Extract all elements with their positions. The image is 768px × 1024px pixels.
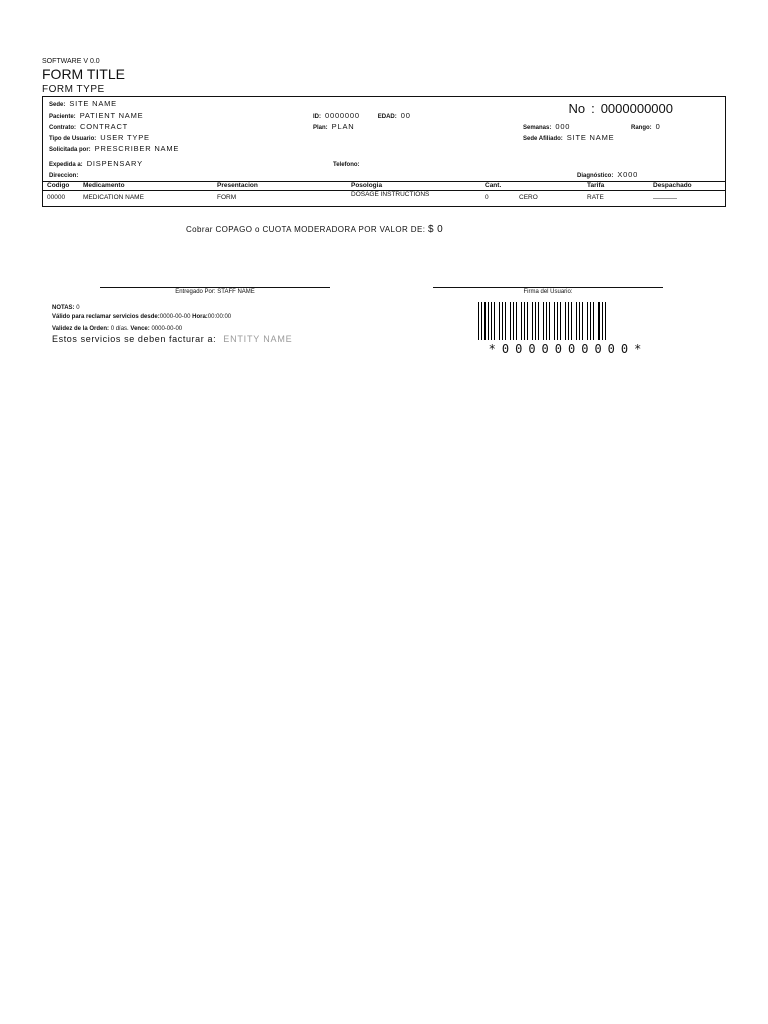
barcode-bar xyxy=(546,302,547,340)
user-type-value: USER TYPE xyxy=(100,133,150,142)
col-code: Codigo xyxy=(47,182,70,189)
items-header xyxy=(43,182,725,191)
barcode-bar xyxy=(481,302,482,340)
plan-value: PLAN xyxy=(331,122,355,131)
weeks-label: Semanas: xyxy=(523,125,552,131)
col-rate: Tarifa xyxy=(587,182,605,189)
plan-label: Plan: xyxy=(313,125,328,131)
barcode-bar xyxy=(598,302,600,340)
id-value: 0000000 xyxy=(325,111,360,120)
barcode-bar xyxy=(571,302,572,340)
barcode-bar xyxy=(502,302,503,340)
barcode-bar xyxy=(484,302,486,340)
order-number-separator: : xyxy=(591,101,595,116)
header-box xyxy=(42,96,726,182)
weeks-field xyxy=(523,122,570,131)
barcode-bar xyxy=(527,302,528,340)
barcode-bar xyxy=(549,302,550,340)
billing-label: Estos servicios se deben facturar a: xyxy=(52,334,217,344)
expires-label: Vence: xyxy=(130,326,150,332)
notes-block xyxy=(52,304,231,334)
expires-value: 0000-00-00 xyxy=(151,326,183,332)
software-version: SOFTWARE V 0.0 xyxy=(42,58,100,65)
user-type-field xyxy=(49,133,150,142)
order-barcode xyxy=(478,302,658,356)
order-number-label: No xyxy=(568,101,586,116)
document-title: FORM TITLE xyxy=(42,66,125,82)
validity-field xyxy=(52,325,231,334)
barcode-bar xyxy=(590,302,591,340)
diagnosis-field xyxy=(577,170,638,179)
range-value: 0 xyxy=(655,122,661,131)
address-field xyxy=(49,170,82,179)
barcode-bar xyxy=(516,302,517,340)
contract-value: CONTRACT xyxy=(80,122,129,131)
barcode-bar xyxy=(579,302,580,340)
item-rate: RATE xyxy=(587,194,604,201)
barcode-bar xyxy=(510,302,511,340)
item-presentation: FORM xyxy=(217,194,237,201)
delivered-by-value: STAFF NAME xyxy=(217,289,255,295)
item-dispensed xyxy=(653,194,677,201)
copay-line xyxy=(186,224,443,235)
dispensed-blank-line xyxy=(653,198,677,199)
notes-field xyxy=(52,304,231,313)
time-label: Hora: xyxy=(192,313,208,320)
weeks-value: 000 xyxy=(555,122,571,131)
barcode-bar xyxy=(560,302,561,340)
col-medication: Medicamento xyxy=(83,182,125,189)
barcode-bar xyxy=(582,302,583,340)
id-label: ID: xyxy=(313,114,321,120)
barcode-bar xyxy=(538,302,539,340)
barcode-bar xyxy=(593,302,594,340)
billing-entity: ENTITY NAME xyxy=(223,334,293,344)
barcode-bar xyxy=(576,302,577,340)
valid-from-label: Válido para reclamar servicios desde: xyxy=(52,313,160,320)
phone-label: Telefono: xyxy=(333,162,360,168)
item-qty-words: CERO xyxy=(519,194,538,201)
item-dosage: DOSAGE INSTRUCTIONS xyxy=(351,191,430,198)
delivered-by-label: Entregado Por: xyxy=(175,289,216,295)
barcode-bar xyxy=(602,302,603,340)
barcode-bar xyxy=(587,302,588,340)
notes-label: NOTAS: xyxy=(52,305,75,311)
id-age-field xyxy=(313,111,411,120)
phone-field xyxy=(333,159,364,168)
requested-by-label: Solicitada por: xyxy=(49,147,91,153)
valid-from-field xyxy=(52,313,231,322)
barcode-bar xyxy=(513,302,514,340)
barcode-bar xyxy=(557,302,558,340)
user-signature-label: Firma del Usuario: xyxy=(523,289,573,295)
validity-label: Validez de la Orden: xyxy=(52,326,110,332)
notes-value: 0 xyxy=(76,305,80,311)
site-label: Sede: xyxy=(49,102,66,108)
barcode-bar xyxy=(605,302,606,340)
document-subtitle: FORM TYPE xyxy=(42,84,105,95)
issued-at-field xyxy=(49,159,143,168)
address-label: Direccion: xyxy=(49,173,79,179)
patient-field xyxy=(49,111,143,120)
requested-by-value: PRESCRIBER NAME xyxy=(94,144,180,153)
order-number xyxy=(568,101,673,116)
col-qty: Cant. xyxy=(485,182,502,189)
order-number-value: 0000000000 xyxy=(600,101,673,116)
barcode-bar xyxy=(499,302,500,340)
copay-amount: $ 0 xyxy=(427,224,444,235)
range-field xyxy=(631,122,661,131)
time-value: 00:00:00 xyxy=(207,313,232,320)
user-type-label: Tipo de Usuario: xyxy=(49,136,97,142)
barcode-bar xyxy=(505,302,506,340)
barcode-bars xyxy=(478,302,658,340)
barcode-text: *0000000000* xyxy=(488,342,648,356)
range-label: Rango: xyxy=(631,125,652,131)
barcode-bar xyxy=(494,302,495,340)
affiliate-site-value: SITE NAME xyxy=(566,133,615,142)
issued-at-label: Expedida a: xyxy=(49,162,83,168)
days-label: días. xyxy=(115,326,129,332)
affiliate-site-label: Sede Afiliado: xyxy=(523,136,563,142)
item-qty: 0 xyxy=(485,194,489,201)
billing-line xyxy=(52,334,292,344)
issued-at-value: DISPENSARY xyxy=(86,159,143,168)
barcode-bar xyxy=(565,302,566,340)
validity-days: 0 xyxy=(110,326,115,332)
barcode-bar xyxy=(535,302,536,340)
barcode-bar xyxy=(491,302,492,340)
items-table xyxy=(42,182,726,207)
diagnosis-label: Diagnóstico: xyxy=(577,173,614,179)
item-code: 00000 xyxy=(47,194,66,201)
site-field xyxy=(49,99,117,108)
patient-value: PATIENT NAME xyxy=(79,111,144,120)
item-medication: MEDICATION NAME xyxy=(83,194,144,201)
col-dosage: Posologia xyxy=(351,182,383,189)
affiliate-site-field xyxy=(523,133,614,142)
col-presentation: Presentacion xyxy=(217,182,258,189)
delivered-by-signature xyxy=(100,287,330,298)
copay-label: Cobrar COPAGO o CUOTA MODERADORA POR VALOR DE: xyxy=(186,225,426,234)
barcode-bar xyxy=(478,302,479,340)
barcode-bar xyxy=(568,302,569,340)
barcode-bar xyxy=(488,302,489,340)
plan-field xyxy=(313,122,354,131)
requested-by-field xyxy=(49,144,179,153)
barcode-bar xyxy=(554,302,555,340)
age-label: EDAD: xyxy=(377,114,397,120)
diagnosis-value: X000 xyxy=(617,170,639,179)
contract-label: Contrato: xyxy=(49,125,76,131)
barcode-bar xyxy=(543,302,544,340)
contract-field xyxy=(49,122,128,131)
user-signature xyxy=(433,287,663,298)
barcode-bar xyxy=(524,302,525,340)
age-value: 00 xyxy=(400,111,411,120)
table-row xyxy=(43,191,725,205)
valid-from-value: 0000-00-00 xyxy=(159,313,191,320)
col-dispensed: Despachado xyxy=(653,182,692,189)
patient-label: Paciente: xyxy=(49,114,76,120)
site-value: SITE NAME xyxy=(69,99,117,108)
barcode-bar xyxy=(532,302,533,340)
barcode-bar xyxy=(521,302,522,340)
